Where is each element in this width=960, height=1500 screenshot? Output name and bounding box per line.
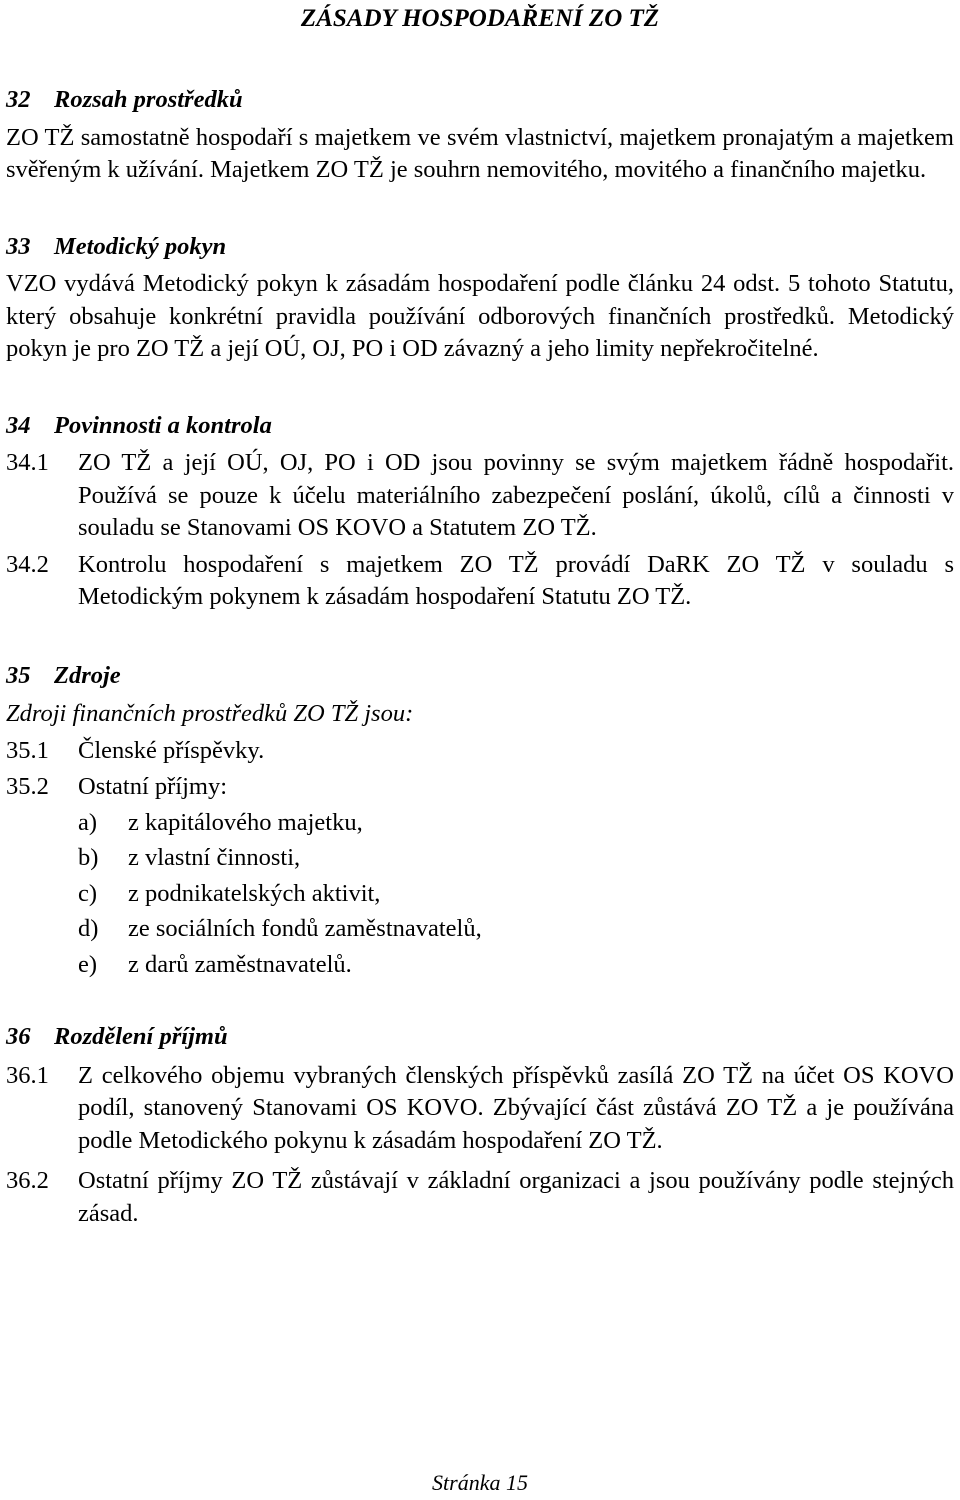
section-number: 36	[6, 1023, 31, 1050]
section-title: Zdroje	[54, 661, 121, 689]
item-number: 34.1	[6, 449, 49, 476]
item-number: 35.1	[6, 736, 49, 764]
section-number: 34	[6, 411, 31, 439]
sub-list-item	[6, 878, 954, 911]
sub-item-letter: d)	[78, 915, 99, 942]
item-number: 34.2	[6, 550, 49, 578]
sub-item-text: z kapitálového majetku,	[128, 808, 363, 836]
document-title: ZÁSADY HOSPODAŘENÍ ZO TŽ	[300, 5, 660, 32]
list-item	[6, 735, 954, 768]
sub-item-text: z vlastní činnosti,	[128, 844, 301, 871]
section-title: Povinnosti a kontrola	[54, 411, 272, 439]
section-35	[6, 660, 954, 982]
section-title: Metodický pokyn	[54, 232, 227, 260]
item-text: Ostatní příjmy:	[78, 773, 228, 800]
section-heading	[6, 410, 954, 443]
sub-list-item	[6, 807, 954, 840]
sub-item-text: z podnikatelských aktivit,	[128, 879, 381, 907]
section-paragraph: ZO TŽ samostatně hospodaří s majetkem ve svém vlastnictví, majetkem pronajatým a majetkem svěřeným k užívání. Majetkem ZO TŽ je souhrn nemovitého, movitého a finančního majetku.	[6, 123, 954, 183]
sub-item-letter: c)	[78, 879, 98, 907]
item-number: 36.1	[6, 1061, 49, 1089]
section-heading	[6, 1021, 954, 1054]
item-number: 35.2	[6, 773, 49, 800]
section-heading	[6, 660, 954, 693]
sub-item-letter: e)	[78, 950, 98, 978]
item-text: Z celkového objemu vybraných členských příspěvků zasílá ZO TŽ na účet OS KOVO podíl, stanovený Stanovami OS KOVO. Zbývající část zůstává ZO TŽ a je používána podle Metodického pokynu k zásadám hospodaření ZO TŽ.	[78, 1061, 954, 1154]
sub-item-letter: a)	[78, 808, 98, 836]
sub-item-text: ze sociálních fondů zaměstnavatelů,	[128, 915, 482, 942]
section-paragraph: VZO vydává Metodický pokyn k zásadám hospodaření podle článku 24 odst. 5 tohoto Statutu, který obsahuje konkrétní pravidla používání odborových finančních prostředků. Metodický pokyn je pro ZO TŽ a její OÚ, OJ, PO i OD závazný a jeho limity nepřekročitelné.	[6, 270, 954, 362]
sub-item-text: z darů zaměstnavatelů.	[128, 950, 352, 978]
section-32	[6, 84, 954, 187]
sub-list-item	[6, 949, 954, 982]
section-number: 33	[6, 232, 31, 260]
item-text: Členské příspěvky.	[78, 736, 265, 764]
section-33	[6, 231, 954, 366]
item-number: 36.2	[6, 1167, 49, 1194]
section-34	[6, 410, 954, 614]
item-text: Kontrolu hospodaření s majetkem ZO TŽ provádí DaRK ZO TŽ v souladu s Metodickým pokynem k zásadám hospodaření Statutu ZO TŽ.	[78, 550, 954, 610]
list-item	[6, 1165, 954, 1230]
section-title: Rozdělení příjmů	[54, 1023, 228, 1050]
list-item	[6, 447, 954, 545]
section-heading	[6, 84, 954, 117]
sub-item-letter: b)	[78, 844, 99, 871]
list-item	[6, 1060, 954, 1158]
section-title: Rozsah prostředků	[54, 86, 243, 113]
page-footer: Stránka 15	[432, 1470, 528, 1495]
item-text: ZO TŽ a její OÚ, OJ, PO i OD jsou povinny se svým majetkem řádně hospodařit. Používá se pouze k účelu materiálního zabezpečení poslání, úkolů, cílů a činnosti v souladu se Stanovami OS KOVO a Statutem ZO TŽ.	[78, 449, 954, 541]
list-item	[6, 771, 954, 804]
section-number: 35	[6, 661, 31, 689]
item-text: Ostatní příjmy ZO TŽ zůstávají v základní organizaci a jsou používány podle stejných zásad.	[78, 1167, 954, 1227]
section-36	[6, 1021, 954, 1230]
section-heading	[6, 231, 954, 264]
section-intro: Zdroji finančních prostředků ZO TŽ jsou:	[6, 700, 414, 727]
sub-list-item	[6, 913, 954, 946]
section-number: 32	[6, 86, 31, 113]
list-item	[6, 549, 954, 614]
document-page	[6, 0, 954, 1230]
sub-list-item	[6, 842, 954, 875]
